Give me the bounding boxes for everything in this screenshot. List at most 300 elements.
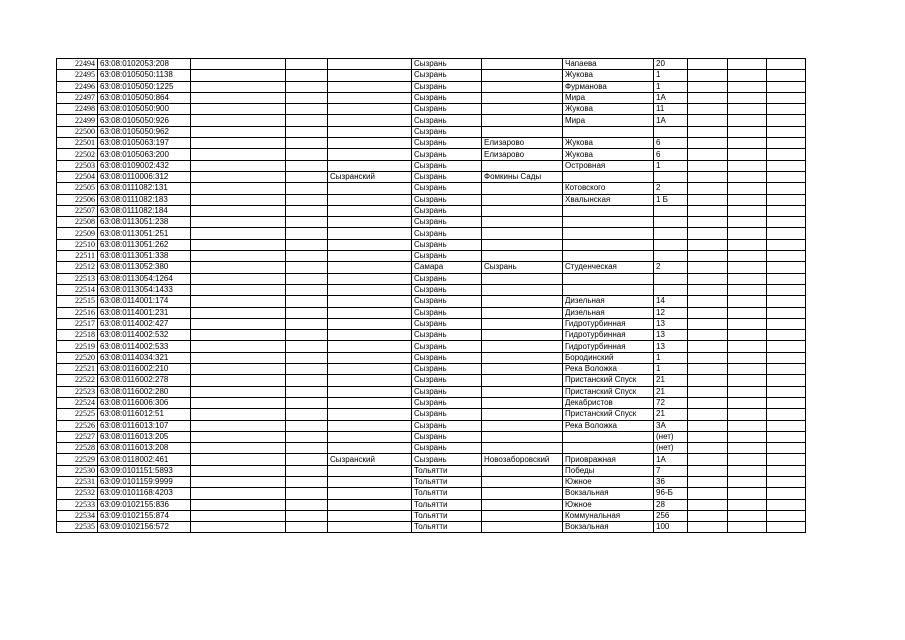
locality-cell bbox=[482, 160, 563, 171]
empty-cell bbox=[767, 205, 806, 216]
empty-cell bbox=[767, 318, 806, 329]
street-cell: Фурманова bbox=[563, 81, 654, 92]
cadastral-number-cell: 63:08:0114002:532 bbox=[98, 330, 191, 341]
street-cell: Студенческая bbox=[563, 262, 654, 273]
district-cell bbox=[328, 262, 412, 273]
cadastral-number-cell: 63:09:0101159:9999 bbox=[98, 476, 191, 487]
empty-cell bbox=[286, 510, 328, 521]
city-cell: Сызрань bbox=[412, 330, 482, 341]
empty-cell bbox=[688, 307, 728, 318]
table-row bbox=[57, 318, 806, 329]
row-number-cell: 22495 bbox=[57, 70, 98, 81]
table-row bbox=[57, 454, 806, 465]
table-row bbox=[57, 352, 806, 363]
street-cell: Пристанский Спуск bbox=[563, 409, 654, 420]
table-row bbox=[57, 149, 806, 160]
row-number-cell: 22514 bbox=[57, 284, 98, 295]
empty-cell bbox=[191, 522, 286, 533]
locality-cell bbox=[482, 239, 563, 250]
district-cell bbox=[328, 183, 412, 194]
empty-cell bbox=[191, 375, 286, 386]
cadastral-number-cell: 63:09:0101151:5893 bbox=[98, 465, 191, 476]
district-cell bbox=[328, 251, 412, 262]
empty-cell bbox=[728, 205, 767, 216]
locality-cell bbox=[482, 126, 563, 137]
empty-cell bbox=[191, 194, 286, 205]
empty-cell bbox=[191, 465, 286, 476]
table-row bbox=[57, 465, 806, 476]
empty-cell bbox=[767, 239, 806, 250]
city-cell: Сызрань bbox=[412, 81, 482, 92]
district-cell bbox=[328, 149, 412, 160]
empty-cell bbox=[191, 499, 286, 510]
cadastral-number-cell: 63:08:0110006:312 bbox=[98, 171, 191, 182]
empty-cell bbox=[688, 217, 728, 228]
street-cell: Коммунальная bbox=[563, 510, 654, 521]
empty-cell bbox=[286, 70, 328, 81]
cadastral-number-cell: 63:08:0105050:1225 bbox=[98, 81, 191, 92]
empty-cell bbox=[688, 488, 728, 499]
table-row bbox=[57, 296, 806, 307]
empty-cell bbox=[688, 251, 728, 262]
empty-cell bbox=[728, 160, 767, 171]
empty-cell bbox=[728, 431, 767, 442]
empty-cell bbox=[688, 341, 728, 352]
city-cell: Сызрань bbox=[412, 431, 482, 442]
empty-cell bbox=[728, 307, 767, 318]
house-cell: 1 Б bbox=[654, 194, 688, 205]
empty-cell bbox=[728, 81, 767, 92]
city-cell: Сызрань bbox=[412, 364, 482, 375]
city-cell: Тольятти bbox=[412, 499, 482, 510]
empty-cell bbox=[767, 510, 806, 521]
empty-cell bbox=[767, 81, 806, 92]
cadastral-number-cell: 63:08:0114002:427 bbox=[98, 318, 191, 329]
empty-cell bbox=[728, 397, 767, 408]
row-number-cell: 22533 bbox=[57, 499, 98, 510]
empty-cell bbox=[191, 104, 286, 115]
empty-cell bbox=[728, 92, 767, 103]
empty-cell bbox=[728, 138, 767, 149]
empty-cell bbox=[191, 397, 286, 408]
city-cell: Сызрань bbox=[412, 420, 482, 431]
empty-cell bbox=[728, 510, 767, 521]
empty-cell bbox=[286, 273, 328, 284]
empty-cell bbox=[728, 409, 767, 420]
district-cell bbox=[328, 296, 412, 307]
empty-cell bbox=[728, 262, 767, 273]
district-cell bbox=[328, 330, 412, 341]
empty-cell bbox=[286, 397, 328, 408]
empty-cell bbox=[728, 183, 767, 194]
locality-cell bbox=[482, 228, 563, 239]
street-cell bbox=[563, 126, 654, 137]
table-row bbox=[57, 228, 806, 239]
table-row bbox=[57, 510, 806, 521]
city-cell: Сызрань bbox=[412, 352, 482, 363]
empty-cell bbox=[688, 522, 728, 533]
district-cell bbox=[328, 126, 412, 137]
locality-cell bbox=[482, 499, 563, 510]
empty-cell bbox=[728, 454, 767, 465]
house-cell: 14 bbox=[654, 296, 688, 307]
empty-cell bbox=[728, 228, 767, 239]
empty-cell bbox=[767, 499, 806, 510]
city-cell: Сызрань bbox=[412, 126, 482, 137]
table-row bbox=[57, 138, 806, 149]
street-cell bbox=[563, 284, 654, 295]
house-cell: 1А bbox=[654, 92, 688, 103]
empty-cell bbox=[286, 386, 328, 397]
locality-cell bbox=[482, 183, 563, 194]
table-row bbox=[57, 251, 806, 262]
table-row bbox=[57, 160, 806, 171]
cadastral-number-cell: 63:08:0105063:197 bbox=[98, 138, 191, 149]
house-cell: 7 bbox=[654, 465, 688, 476]
locality-cell bbox=[482, 443, 563, 454]
row-number-cell: 22512 bbox=[57, 262, 98, 273]
empty-cell bbox=[767, 352, 806, 363]
empty-cell bbox=[767, 59, 806, 70]
table-row bbox=[57, 431, 806, 442]
locality-cell bbox=[482, 59, 563, 70]
empty-cell bbox=[191, 149, 286, 160]
table-row bbox=[57, 171, 806, 182]
empty-cell bbox=[286, 217, 328, 228]
locality-cell: Елизарово bbox=[482, 149, 563, 160]
empty-cell bbox=[286, 262, 328, 273]
empty-cell bbox=[286, 183, 328, 194]
street-cell: Вокзальная bbox=[563, 522, 654, 533]
empty-cell bbox=[191, 171, 286, 182]
empty-cell bbox=[191, 126, 286, 137]
street-cell: Хвалынская bbox=[563, 194, 654, 205]
empty-cell bbox=[191, 431, 286, 442]
row-number-cell: 22518 bbox=[57, 330, 98, 341]
district-cell bbox=[328, 431, 412, 442]
street-cell bbox=[563, 443, 654, 454]
district-cell bbox=[328, 138, 412, 149]
empty-cell bbox=[767, 488, 806, 499]
district-cell bbox=[328, 59, 412, 70]
cadastral-number-cell: 63:08:0113051:338 bbox=[98, 251, 191, 262]
table-row bbox=[57, 104, 806, 115]
row-number-cell: 22500 bbox=[57, 126, 98, 137]
empty-cell bbox=[688, 273, 728, 284]
district-cell bbox=[328, 194, 412, 205]
district-cell bbox=[328, 81, 412, 92]
row-number-cell: 22523 bbox=[57, 386, 98, 397]
empty-cell bbox=[286, 454, 328, 465]
empty-cell bbox=[767, 476, 806, 487]
district-cell bbox=[328, 386, 412, 397]
row-number-cell: 22499 bbox=[57, 115, 98, 126]
district-cell bbox=[328, 488, 412, 499]
empty-cell bbox=[286, 160, 328, 171]
street-cell: Река Воложка bbox=[563, 420, 654, 431]
row-number-cell: 22517 bbox=[57, 318, 98, 329]
empty-cell bbox=[286, 284, 328, 295]
district-cell bbox=[328, 352, 412, 363]
house-cell bbox=[654, 205, 688, 216]
locality-cell bbox=[482, 217, 563, 228]
empty-cell bbox=[191, 251, 286, 262]
empty-cell bbox=[728, 465, 767, 476]
city-cell: Сызрань bbox=[412, 217, 482, 228]
house-cell: 3А bbox=[654, 420, 688, 431]
empty-cell bbox=[728, 522, 767, 533]
empty-cell bbox=[688, 296, 728, 307]
house-cell: 1 bbox=[654, 364, 688, 375]
district-cell bbox=[328, 522, 412, 533]
city-cell: Сызрань bbox=[412, 183, 482, 194]
city-cell: Сызрань bbox=[412, 454, 482, 465]
district-cell bbox=[328, 341, 412, 352]
house-cell: 96-Б bbox=[654, 488, 688, 499]
table-row bbox=[57, 183, 806, 194]
empty-cell bbox=[767, 228, 806, 239]
empty-cell bbox=[286, 341, 328, 352]
city-cell: Сызрань bbox=[412, 138, 482, 149]
empty-cell bbox=[191, 217, 286, 228]
street-cell: Пристанский Спуск bbox=[563, 375, 654, 386]
table-row bbox=[57, 307, 806, 318]
district-cell bbox=[328, 273, 412, 284]
empty-cell bbox=[688, 104, 728, 115]
empty-cell bbox=[688, 510, 728, 521]
empty-cell bbox=[767, 183, 806, 194]
table-body bbox=[57, 59, 806, 533]
empty-cell bbox=[728, 443, 767, 454]
city-cell: Сызрань bbox=[412, 307, 482, 318]
locality-cell bbox=[482, 420, 563, 431]
city-cell: Сызрань bbox=[412, 239, 482, 250]
street-cell bbox=[563, 228, 654, 239]
street-cell bbox=[563, 217, 654, 228]
empty-cell bbox=[286, 171, 328, 182]
district-cell bbox=[328, 465, 412, 476]
cadastral-number-cell: 63:08:0113051:251 bbox=[98, 228, 191, 239]
locality-cell bbox=[482, 510, 563, 521]
house-cell: 28 bbox=[654, 499, 688, 510]
empty-cell bbox=[286, 138, 328, 149]
city-cell: Сызрань bbox=[412, 70, 482, 81]
empty-cell bbox=[688, 375, 728, 386]
table-row bbox=[57, 59, 806, 70]
cadastral-number-cell: 63:08:0111082:184 bbox=[98, 205, 191, 216]
cadastral-number-cell: 63:08:0113051:238 bbox=[98, 217, 191, 228]
house-cell: 1 bbox=[654, 160, 688, 171]
house-cell: 6 bbox=[654, 138, 688, 149]
empty-cell bbox=[728, 386, 767, 397]
empty-cell bbox=[728, 251, 767, 262]
street-cell: Южное bbox=[563, 499, 654, 510]
empty-cell bbox=[191, 138, 286, 149]
empty-cell bbox=[688, 262, 728, 273]
empty-cell bbox=[688, 138, 728, 149]
district-cell bbox=[328, 70, 412, 81]
empty-cell bbox=[767, 522, 806, 533]
empty-cell bbox=[767, 454, 806, 465]
street-cell bbox=[563, 251, 654, 262]
house-cell: 21 bbox=[654, 409, 688, 420]
empty-cell bbox=[767, 138, 806, 149]
empty-cell bbox=[728, 284, 767, 295]
empty-cell bbox=[728, 341, 767, 352]
street-cell bbox=[563, 273, 654, 284]
cadastral-number-cell: 63:08:0111082:183 bbox=[98, 194, 191, 205]
empty-cell bbox=[191, 183, 286, 194]
city-cell: Тольятти bbox=[412, 510, 482, 521]
empty-cell bbox=[191, 443, 286, 454]
locality-cell bbox=[482, 318, 563, 329]
house-cell bbox=[654, 217, 688, 228]
locality-cell bbox=[482, 375, 563, 386]
house-cell: 36 bbox=[654, 476, 688, 487]
empty-cell bbox=[688, 183, 728, 194]
cadastral-number-cell: 63:08:0116013:208 bbox=[98, 443, 191, 454]
empty-cell bbox=[688, 420, 728, 431]
empty-cell bbox=[286, 205, 328, 216]
empty-cell bbox=[728, 296, 767, 307]
house-cell bbox=[654, 126, 688, 137]
empty-cell bbox=[688, 397, 728, 408]
empty-cell bbox=[191, 364, 286, 375]
cadastral-number-cell: 63:08:0105050:900 bbox=[98, 104, 191, 115]
empty-cell bbox=[286, 149, 328, 160]
cadastral-number-cell: 63:08:0114002:533 bbox=[98, 341, 191, 352]
empty-cell bbox=[728, 330, 767, 341]
locality-cell bbox=[482, 273, 563, 284]
locality-cell bbox=[482, 409, 563, 420]
empty-cell bbox=[688, 92, 728, 103]
empty-cell bbox=[286, 296, 328, 307]
table-row bbox=[57, 375, 806, 386]
empty-cell bbox=[688, 364, 728, 375]
table-row bbox=[57, 476, 806, 487]
house-cell: 1А bbox=[654, 454, 688, 465]
table-row bbox=[57, 262, 806, 273]
house-cell: 21 bbox=[654, 386, 688, 397]
city-cell: Тольятти bbox=[412, 488, 482, 499]
house-cell: (нет) bbox=[654, 443, 688, 454]
street-cell: Мира bbox=[563, 92, 654, 103]
street-cell bbox=[563, 431, 654, 442]
empty-cell bbox=[728, 476, 767, 487]
empty-cell bbox=[286, 126, 328, 137]
empty-cell bbox=[286, 409, 328, 420]
cadastral-number-cell: 63:08:0116002:278 bbox=[98, 375, 191, 386]
empty-cell bbox=[767, 330, 806, 341]
empty-cell bbox=[688, 171, 728, 182]
street-cell: Река Воложка bbox=[563, 364, 654, 375]
street-cell: Котовского bbox=[563, 183, 654, 194]
city-cell: Сызрань bbox=[412, 59, 482, 70]
empty-cell bbox=[286, 239, 328, 250]
empty-cell bbox=[767, 126, 806, 137]
district-cell bbox=[328, 92, 412, 103]
empty-cell bbox=[286, 465, 328, 476]
locality-cell bbox=[482, 476, 563, 487]
empty-cell bbox=[688, 318, 728, 329]
empty-cell bbox=[286, 443, 328, 454]
empty-cell bbox=[191, 454, 286, 465]
empty-cell bbox=[191, 115, 286, 126]
street-cell: Мира bbox=[563, 115, 654, 126]
empty-cell bbox=[286, 420, 328, 431]
row-number-cell: 22526 bbox=[57, 420, 98, 431]
street-cell: Гидротурбинная bbox=[563, 330, 654, 341]
district-cell bbox=[328, 115, 412, 126]
city-cell: Самара bbox=[412, 262, 482, 273]
empty-cell bbox=[191, 205, 286, 216]
house-cell: 1 bbox=[654, 81, 688, 92]
empty-cell bbox=[767, 251, 806, 262]
district-cell bbox=[328, 510, 412, 521]
house-cell: 13 bbox=[654, 318, 688, 329]
empty-cell bbox=[191, 476, 286, 487]
empty-cell bbox=[191, 307, 286, 318]
city-cell: Тольятти bbox=[412, 465, 482, 476]
empty-cell bbox=[728, 149, 767, 160]
empty-cell bbox=[767, 431, 806, 442]
house-cell: 12 bbox=[654, 307, 688, 318]
house-cell bbox=[654, 284, 688, 295]
street-cell: Приовражная bbox=[563, 454, 654, 465]
row-number-cell: 22513 bbox=[57, 273, 98, 284]
row-number-cell: 22530 bbox=[57, 465, 98, 476]
district-cell bbox=[328, 239, 412, 250]
city-cell: Сызрань bbox=[412, 92, 482, 103]
street-cell: Дизельная bbox=[563, 296, 654, 307]
district-cell bbox=[328, 228, 412, 239]
empty-cell bbox=[767, 341, 806, 352]
street-cell bbox=[563, 171, 654, 182]
empty-cell bbox=[767, 307, 806, 318]
cadastral-number-cell: 63:09:0102155:836 bbox=[98, 499, 191, 510]
city-cell: Сызрань bbox=[412, 115, 482, 126]
house-cell: 21 bbox=[654, 375, 688, 386]
cadastral-number-cell: 63:08:0116012:51 bbox=[98, 409, 191, 420]
empty-cell bbox=[286, 352, 328, 363]
row-number-cell: 22522 bbox=[57, 375, 98, 386]
table-row bbox=[57, 499, 806, 510]
row-number-cell: 22509 bbox=[57, 228, 98, 239]
locality-cell bbox=[482, 386, 563, 397]
locality-cell bbox=[482, 465, 563, 476]
row-number-cell: 22510 bbox=[57, 239, 98, 250]
empty-cell bbox=[767, 194, 806, 205]
cadastral-number-cell: 63:08:0118002:461 bbox=[98, 454, 191, 465]
empty-cell bbox=[728, 171, 767, 182]
empty-cell bbox=[688, 149, 728, 160]
empty-cell bbox=[767, 115, 806, 126]
district-cell bbox=[328, 476, 412, 487]
locality-cell bbox=[482, 205, 563, 216]
empty-cell bbox=[286, 488, 328, 499]
empty-cell bbox=[728, 217, 767, 228]
empty-cell bbox=[286, 364, 328, 375]
empty-cell bbox=[688, 454, 728, 465]
street-cell: Жукова bbox=[563, 70, 654, 81]
row-number-cell: 22507 bbox=[57, 205, 98, 216]
empty-cell bbox=[688, 115, 728, 126]
empty-cell bbox=[688, 228, 728, 239]
city-cell: Сызрань bbox=[412, 375, 482, 386]
empty-cell bbox=[728, 115, 767, 126]
city-cell: Тольятти bbox=[412, 476, 482, 487]
empty-cell bbox=[191, 92, 286, 103]
